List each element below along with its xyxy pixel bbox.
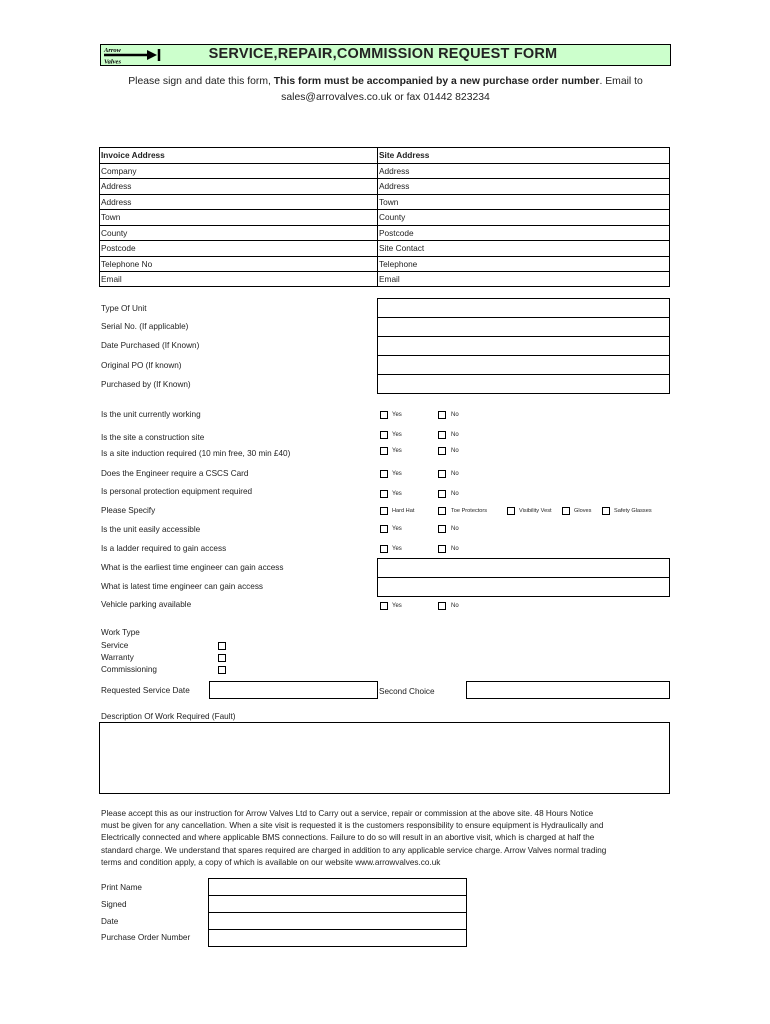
invoice-address-header: Invoice Address xyxy=(101,150,165,160)
address-row xyxy=(100,210,669,226)
question-earliest-time: What is the earliest time engineer can gain access xyxy=(101,563,284,572)
form-title: SERVICE,REPAIR,COMMISSION REQUEST FORM xyxy=(208,46,558,62)
earliest-time-input[interactable] xyxy=(377,558,670,578)
date-input[interactable] xyxy=(208,912,467,930)
site-address-cell[interactable]: Telephone xyxy=(379,258,418,269)
work-type-service-checkbox[interactable] xyxy=(218,642,226,650)
question-construction-site: Is the site a construction site xyxy=(101,433,205,442)
description-label: Description Of Work Required (Fault) xyxy=(101,712,236,721)
terms-line-3: Electrically connected and where applicable BMS connections. Failure to do so will result in an abortive visit, which is charged at half the xyxy=(101,833,595,843)
work-type-warranty-label: Warranty xyxy=(101,653,134,662)
work-type-commissioning-checkbox[interactable] xyxy=(218,666,226,674)
second-choice-label: Second Choice xyxy=(379,687,435,696)
work-type-title: Work Type xyxy=(101,628,140,637)
site-address-cell[interactable]: Site Contact xyxy=(379,243,425,253)
invoice-address-cell[interactable]: Company xyxy=(101,165,137,176)
original-po-label: Original PO (If known) xyxy=(101,361,182,370)
intro-text-1: Please sign and date this form, xyxy=(128,76,274,87)
invoice-address-cell[interactable]: Address xyxy=(101,181,132,191)
address-row xyxy=(100,164,669,180)
type-of-unit-input[interactable] xyxy=(377,298,670,318)
site-induction-no-checkbox[interactable] xyxy=(438,447,446,455)
purchased-by-input[interactable] xyxy=(377,374,670,394)
work-type-warranty-checkbox[interactable] xyxy=(218,654,226,662)
ppe-required-no-checkbox[interactable] xyxy=(438,490,446,498)
serial-no-label: Serial No. (If applicable) xyxy=(101,322,189,331)
unit-accessible-no-checkbox[interactable] xyxy=(438,525,446,533)
invoice-address-cell[interactable]: County xyxy=(101,227,128,238)
invoice-address-cell[interactable]: Address xyxy=(101,196,132,207)
ladder-required-yes-checkbox[interactable] xyxy=(380,545,388,553)
ppe-safety-glasses-checkbox[interactable] xyxy=(602,507,610,515)
requested-service-date-input[interactable] xyxy=(209,681,378,699)
signed-input[interactable] xyxy=(208,895,467,913)
construction-site-yes-checkbox[interactable] xyxy=(380,431,388,439)
unit-accessible-yes-label: Yes xyxy=(392,526,402,532)
ppe-gloves-label: Gloves xyxy=(574,508,592,514)
date-purchased-input[interactable] xyxy=(377,336,670,356)
terms-line-1: Please accept this as our instruction for Arrow Valves Ltd to Carry out a service, repair or commission at the above site. 48 Hours Notice xyxy=(101,809,594,818)
second-choice-date-input[interactable] xyxy=(466,681,670,699)
site-address-header: Site Address xyxy=(379,150,430,160)
cscs-card-no-label: No xyxy=(451,471,459,477)
ppe-required-yes-checkbox[interactable] xyxy=(380,490,388,498)
site-induction-yes-checkbox[interactable] xyxy=(380,447,388,455)
serial-no-input[interactable] xyxy=(377,317,670,337)
purchase-order-number-label: Purchase Order Number xyxy=(101,933,191,942)
ppe-toe-protectors-checkbox[interactable] xyxy=(438,507,446,515)
description-textarea[interactable] xyxy=(99,722,670,794)
ppe-visibility-vest-checkbox[interactable] xyxy=(507,507,515,515)
site-induction-no-label: No xyxy=(451,448,459,454)
ladder-required-no-checkbox[interactable] xyxy=(438,545,446,553)
intro-line-1 xyxy=(100,76,671,87)
question-site-induction: Is a site induction required (10 min free, 30 min £40) xyxy=(101,449,291,458)
date-label: Date xyxy=(101,917,119,926)
question-ladder-required: Is a ladder required to gain access xyxy=(101,544,227,553)
question-ppe-required: Is personal protection equipment required xyxy=(101,487,253,496)
question-unit-accessible: Is the unit easily accessible xyxy=(101,525,201,534)
address-header-row xyxy=(100,148,669,164)
purchase-order-number-input[interactable] xyxy=(208,929,467,947)
address-row xyxy=(100,195,669,211)
terms-line-5: terms and condition apply, a copy of which is available on our website www.arrowvalves.co.uk xyxy=(101,857,441,867)
ppe-required-no-label: No xyxy=(451,491,459,497)
address-row xyxy=(100,272,669,288)
address-row xyxy=(100,226,669,242)
site-address-cell[interactable]: Address xyxy=(379,181,410,191)
cscs-card-no-checkbox[interactable] xyxy=(438,470,446,478)
question-please-specify: Please Specify xyxy=(101,506,156,515)
question-latest-time: What is latest time engineer can gain access xyxy=(101,582,264,591)
site-address-cell[interactable]: County xyxy=(379,212,406,222)
vehicle-parking-no-label: No xyxy=(451,603,459,609)
vehicle-parking-yes-label: Yes xyxy=(392,603,402,609)
intro-bold-text: This form must be accompanied by a new purchase order number xyxy=(273,76,600,87)
invoice-address-cell[interactable]: Email xyxy=(101,274,122,284)
unit-accessible-yes-checkbox[interactable] xyxy=(380,525,388,533)
terms-paragraph xyxy=(101,808,671,869)
question-unit-working: Is the unit currently working xyxy=(101,410,201,419)
site-induction-yes-label: Yes xyxy=(392,448,402,454)
unit-working-yes-label: Yes xyxy=(392,412,402,418)
construction-site-no-label: No xyxy=(451,432,459,438)
ppe-hard-hat-checkbox[interactable] xyxy=(380,507,388,515)
intro-text-2: . Email to xyxy=(599,76,643,87)
invoice-address-cell[interactable]: Postcode xyxy=(101,243,136,253)
date-purchased-label: Date Purchased (If Known) xyxy=(101,341,200,350)
question-vehicle-parking: Vehicle parking available xyxy=(101,600,192,609)
ladder-required-yes-label: Yes xyxy=(392,546,402,552)
site-address-cell[interactable]: Postcode xyxy=(379,227,414,238)
ppe-required-yes-label: Yes xyxy=(392,491,402,497)
ladder-required-no-label: No xyxy=(451,546,459,552)
unit-working-no-label: No xyxy=(451,412,459,418)
terms-line-2: must be given for any cancellation. When a site visit is requested it is the customers responsibility to ensure equipment is Hydraulically and xyxy=(101,821,604,831)
address-table xyxy=(99,147,670,287)
print-name-input[interactable] xyxy=(208,878,467,896)
latest-time-input[interactable] xyxy=(377,577,670,597)
invoice-address-cell[interactable]: Telephone No xyxy=(101,258,153,269)
invoice-address-cell[interactable]: Town xyxy=(101,212,121,222)
requested-service-date-label: Requested Service Date xyxy=(101,686,190,695)
vehicle-parking-no-checkbox[interactable] xyxy=(438,602,446,610)
type-of-unit-label: Type Of Unit xyxy=(101,304,147,313)
cscs-card-yes-checkbox[interactable] xyxy=(380,470,388,478)
site-address-cell[interactable]: Address xyxy=(379,165,410,176)
ppe-visibility-vest-label: Visibility Vest xyxy=(519,508,552,514)
cscs-card-yes-label: Yes xyxy=(392,471,402,477)
print-name-label: Print Name xyxy=(101,883,142,892)
terms-line-4: standard charge. We understand that spares required are charged in addition to any applicable service charge. Arrow Valves normal trading xyxy=(101,845,607,855)
question-cscs-card: Does the Engineer require a CSCS Card xyxy=(101,469,249,478)
unit-working-yes-checkbox[interactable] xyxy=(380,411,388,419)
ppe-gloves-checkbox[interactable] xyxy=(562,507,570,515)
site-address-cell[interactable]: Email xyxy=(379,274,400,284)
construction-site-no-checkbox[interactable] xyxy=(438,431,446,439)
svg-text:Arrow: Arrow xyxy=(104,47,121,54)
original-po-input[interactable] xyxy=(377,355,670,375)
work-type-commissioning-label: Commissioning xyxy=(101,665,157,674)
ppe-toe-protectors-label: Toe Protectors xyxy=(451,508,488,514)
construction-site-yes-label: Yes xyxy=(392,432,402,438)
svg-text:Valves: Valves xyxy=(104,58,121,65)
work-type-service-label: Service xyxy=(101,641,129,650)
intro-line-2: sales@arrovalves.co.uk or fax 01442 823234 xyxy=(281,92,490,103)
unit-accessible-no-label: No xyxy=(451,526,459,532)
signed-label: Signed xyxy=(101,900,127,909)
ppe-hard-hat-label: Hard Hat xyxy=(392,508,415,514)
arrow-valves-logo xyxy=(101,45,163,65)
site-address-cell[interactable]: Town xyxy=(379,196,399,207)
unit-working-no-checkbox[interactable] xyxy=(438,411,446,419)
address-row xyxy=(100,257,669,273)
vehicle-parking-yes-checkbox[interactable] xyxy=(380,602,388,610)
ppe-safety-glasses-label: Safety Glasses xyxy=(614,508,652,514)
purchased-by-label: Purchased by (If Known) xyxy=(101,380,191,389)
address-row xyxy=(100,241,669,257)
address-row xyxy=(100,179,669,195)
